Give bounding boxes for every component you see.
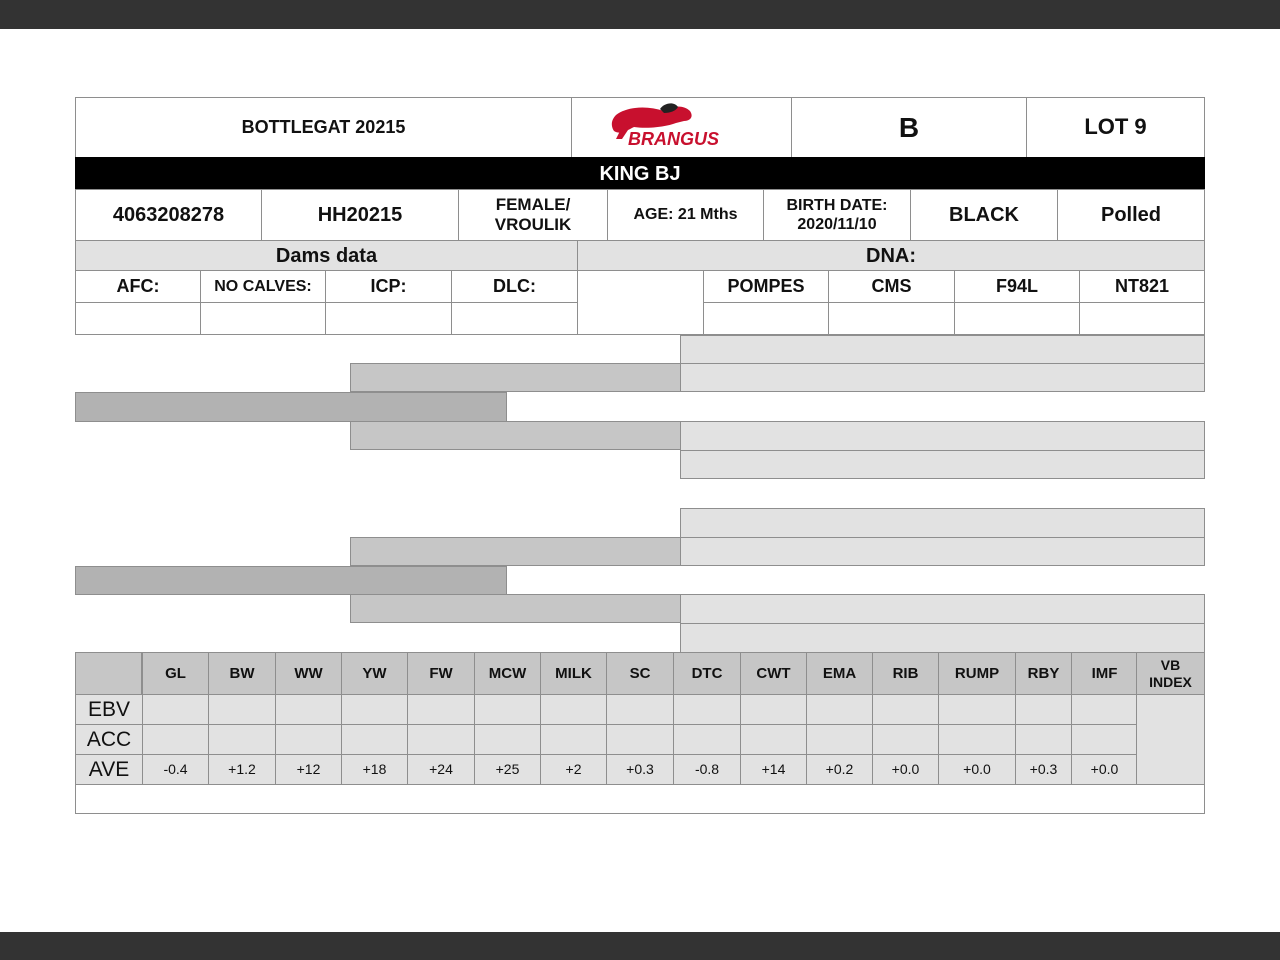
trait-value-ebv-dtc [673, 694, 741, 725]
trait-value-ave-rump: +0.0 [938, 754, 1016, 785]
trait-value-ebv-sc [606, 694, 674, 725]
trait-value-ave-dtc: -0.8 [673, 754, 741, 785]
trait-value-acc-bw [208, 724, 276, 755]
trait-value-ave-sc: +0.3 [606, 754, 674, 785]
trait-value-ebv-mcw [474, 694, 541, 725]
trait-header-gl: GL [142, 652, 209, 695]
trait-value-acc-rump [938, 724, 1016, 755]
trait-header-sc: SC [606, 652, 674, 695]
trait-value-ave-rib: +0.0 [872, 754, 939, 785]
trait-header-yw: YW [341, 652, 408, 695]
pedigree-dam-ds [350, 537, 681, 566]
trait-header-milk: MILK [540, 652, 607, 695]
trait-row-label-acc: ACC [75, 724, 143, 755]
trait-value-ave-fw: +24 [407, 754, 475, 785]
trait-value-ebv-rump [938, 694, 1016, 725]
dam-value-afc [75, 302, 201, 335]
trait-value-ave-rby: +0.3 [1015, 754, 1072, 785]
pedigree-dam-dd-d [680, 623, 1205, 653]
svg-text:BRANGUS: BRANGUS [628, 129, 720, 149]
trait-value-ebv-yw [341, 694, 408, 725]
dna-value-nt821 [1079, 302, 1205, 335]
trait-value-ave-mcw: +25 [474, 754, 541, 785]
dam-field-no-calves: NO CALVES: [200, 270, 326, 303]
trait-header-bw: BW [208, 652, 276, 695]
dna-blank-cell [577, 270, 704, 335]
trait-value-acc-cwt [740, 724, 807, 755]
trait-header-mcw: MCW [474, 652, 541, 695]
bottom-frame-bar [0, 932, 1280, 960]
trait-value-ave-milk: +2 [540, 754, 607, 785]
farm-name: BOTTLEGAT 20215 [75, 97, 572, 158]
dam-value-no-calves [200, 302, 326, 335]
notes-row [75, 784, 1205, 814]
trait-value-ave-bw: +1.2 [208, 754, 276, 785]
grade-badge: B [791, 97, 1027, 158]
dam-field-icp: ICP: [325, 270, 452, 303]
pedigree-dam-ds-d [680, 537, 1205, 566]
trait-header-cwt: CWT [740, 652, 807, 695]
pedigree-dam-ds-s [680, 508, 1205, 538]
trait-value-acc-imf [1071, 724, 1138, 755]
sex: FEMALE/ VROULIK [458, 189, 608, 241]
trait-value-acc-ww [275, 724, 342, 755]
birth-date: BIRTH DATE: 2020/11/10 [763, 189, 911, 241]
vb-index-value [1136, 694, 1205, 785]
pedigree-sire-ss-s [680, 335, 1205, 364]
dam-field-dlc: DLC: [451, 270, 578, 303]
trait-value-ebv-rby [1015, 694, 1072, 725]
trait-value-acc-gl [142, 724, 209, 755]
trait-value-ave-gl: -0.4 [142, 754, 209, 785]
trait-value-ebv-imf [1071, 694, 1138, 725]
pedigree-dam-dd-s [680, 594, 1205, 624]
colour: BLACK [910, 189, 1058, 241]
dams-data-title: Dams data [75, 240, 578, 271]
ebv-table-corner [75, 652, 142, 695]
trait-value-ave-cwt: +14 [740, 754, 807, 785]
dna-field-pompes: POMPES [703, 270, 829, 303]
trait-value-ebv-ema [806, 694, 873, 725]
trait-header-rib: RIB [872, 652, 939, 695]
trait-value-acc-rib [872, 724, 939, 755]
trait-value-ebv-bw [208, 694, 276, 725]
trait-value-ebv-fw [407, 694, 475, 725]
dna-field-nt821: NT821 [1079, 270, 1205, 303]
trait-header-ww: WW [275, 652, 342, 695]
trait-value-acc-rby [1015, 724, 1072, 755]
pedigree-sire-sd-s [680, 421, 1205, 451]
pedigree-sire-sd [350, 421, 681, 450]
pedigree-sire [75, 392, 507, 422]
trait-value-acc-milk [540, 724, 607, 755]
dna-field-f94l: F94L [954, 270, 1080, 303]
trait-value-acc-ema [806, 724, 873, 755]
age: AGE: 21 Mths [607, 189, 764, 241]
trait-value-ave-ema: +0.2 [806, 754, 873, 785]
trait-value-acc-mcw [474, 724, 541, 755]
dna-title: DNA: [577, 240, 1205, 271]
pedigree-dam-dd [350, 594, 681, 623]
trait-value-ave-yw: +18 [341, 754, 408, 785]
trait-header-rump: RUMP [938, 652, 1016, 695]
pedigree-sire-ss-d [680, 363, 1205, 392]
trait-header-dtc: DTC [673, 652, 741, 695]
trait-value-acc-dtc [673, 724, 741, 755]
vb-index-header: VB INDEX [1136, 652, 1205, 695]
trait-value-ebv-milk [540, 694, 607, 725]
dam-value-dlc [451, 302, 578, 335]
top-frame-bar [0, 0, 1280, 29]
dam-value-icp [325, 302, 452, 335]
horn-status: Polled [1057, 189, 1205, 241]
animal-name: KING BJ [75, 157, 1205, 190]
trait-value-ebv-rib [872, 694, 939, 725]
trait-value-acc-fw [407, 724, 475, 755]
dna-field-cms: CMS [828, 270, 955, 303]
dna-value-f94l [954, 302, 1080, 335]
trait-header-rby: RBY [1015, 652, 1072, 695]
herd-number: HH20215 [261, 189, 459, 241]
trait-row-label-ebv: EBV [75, 694, 143, 725]
trait-value-ebv-cwt [740, 694, 807, 725]
dna-value-pompes [703, 302, 829, 335]
trait-header-fw: FW [407, 652, 475, 695]
trait-value-acc-sc [606, 724, 674, 755]
trait-value-ave-imf: +0.0 [1071, 754, 1138, 785]
animal-id-number: 4063208278 [75, 189, 262, 241]
trait-value-ave-ww: +12 [275, 754, 342, 785]
pedigree-dam [75, 566, 507, 595]
trait-value-ebv-gl [142, 694, 209, 725]
trait-header-ema: EMA [806, 652, 873, 695]
dam-field-afc: AFC: [75, 270, 201, 303]
trait-value-acc-yw [341, 724, 408, 755]
trait-value-ebv-ww [275, 694, 342, 725]
lot-number: LOT 9 [1026, 97, 1205, 158]
pedigree-sire-ss [350, 363, 681, 392]
brangus-logo [606, 101, 752, 153]
trait-header-imf: IMF [1071, 652, 1138, 695]
trait-row-label-ave: AVE [75, 754, 143, 785]
pedigree-sire-sd-d [680, 450, 1205, 479]
dna-value-cms [828, 302, 955, 335]
